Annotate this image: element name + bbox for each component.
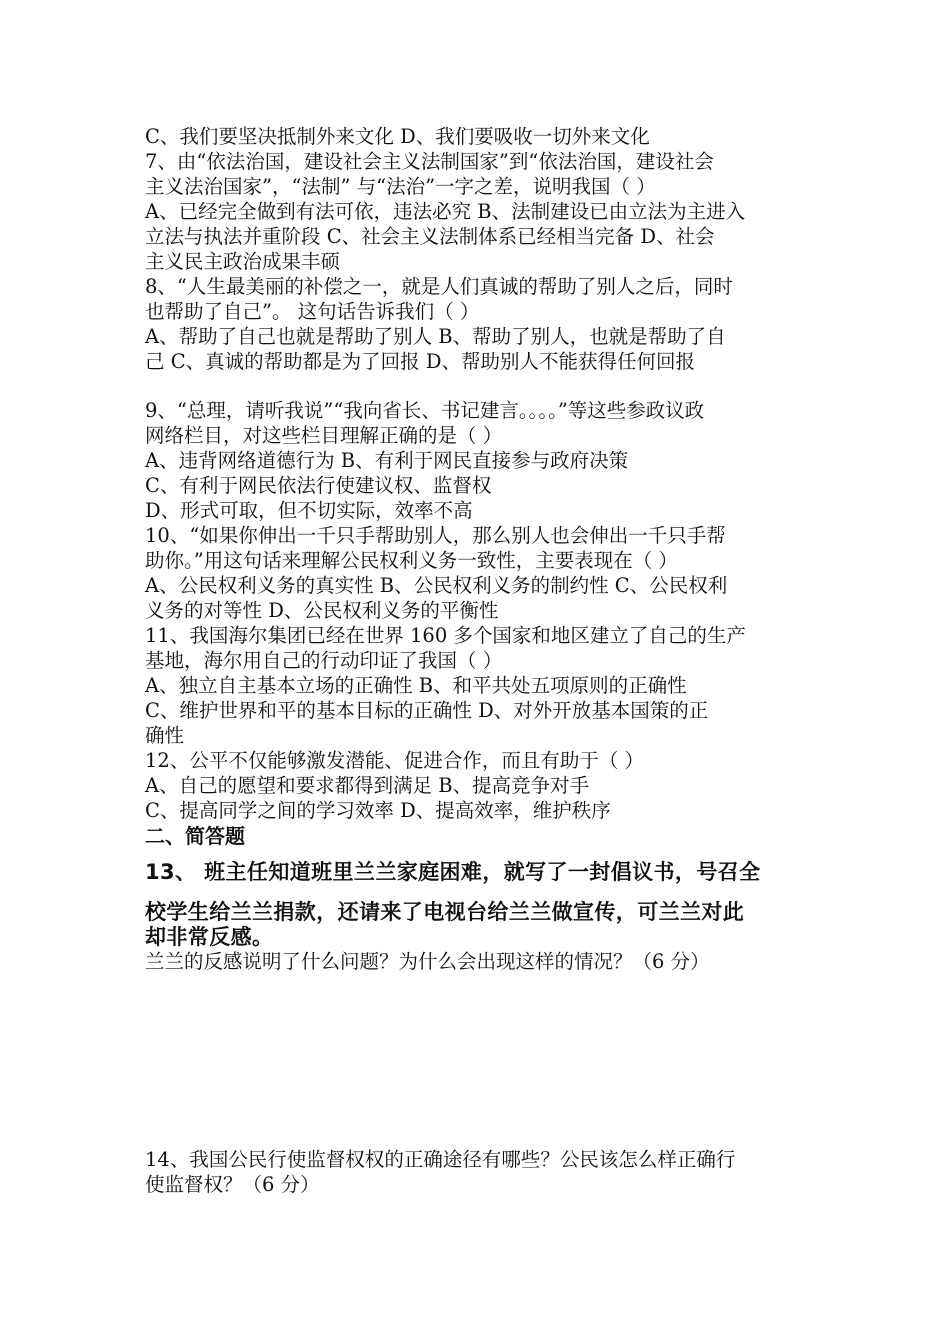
q10-stem-line-1: 10、“如果你伸出一千只手帮助别人，那么别人也会伸出一千只手帮	[145, 524, 726, 547]
q7-options-line-3: 主义民主政治成果丰硕	[145, 250, 341, 273]
q13-stem-line-1: 13、 班主任知道班里兰兰家庭困难，就写了一封倡议书，号召全	[145, 860, 761, 884]
q10-options-line-2: 义务的对等性 D、公民权利义务的平衡性	[145, 599, 499, 622]
q12-options-line-2: C、提高同学之间的学习效率 D、提高效率，维护秩序	[145, 799, 611, 822]
q8-options-line-1: A、帮助了自己也就是帮助了别人 B、帮助了别人，也就是帮助了自	[145, 325, 726, 348]
q9-option-c: C、有利于网民依法行使建议权、监督权	[145, 474, 492, 497]
q6-option-cd: C、我们要坚决抵制外来文化 D、我们要吸收一切外来文化	[145, 125, 650, 148]
q11-stem-line-1: 11、我国海尔集团已经在世界 160 多个国家和地区建立了自己的生产	[145, 624, 746, 647]
q10-options-line-1: A、公民权利义务的真实性 B、公民权利义务的制约性 C、公民权利	[145, 574, 728, 597]
q9-stem-line-1: 9、“总理，请听我说”“我向省长、书记建言。。。。”等这些参政议政	[145, 399, 705, 422]
q14-stem-line-1: 14、我国公民行使监督权权的正确途径有哪些？公民该怎么样正确行	[145, 1148, 736, 1171]
q8-options-line-2: 己 C、真诚的帮助都是为了回报 D、帮助别人不能获得任何回报	[145, 350, 695, 373]
q12-options-line-1: A、自己的愿望和要求都得到满足 B、提高竞争对手	[145, 774, 590, 797]
q9-stem-line-2: 网络栏目，对这些栏目理解正确的是（ ）	[145, 424, 503, 447]
q8-stem-line-1: 8、“人生最美丽的补偿之一，就是人们真诚的帮助了别人之后，同时	[145, 275, 733, 298]
q12-stem: 12、公平不仅能够激发潜能、促进合作，而且有助于（ ）	[145, 749, 645, 772]
q7-options-line-2: 立法与执法并重阶段 C、社会主义法制体系已经相当完备 D、社会	[145, 225, 715, 248]
q9-option-ab: A、违背网络道德行为 B、有利于网民直接参与政府决策	[145, 449, 629, 472]
section-title: 二、简答题	[145, 824, 245, 848]
q8-stem-line-2: 也帮助了自己”。 这句话告诉我们（ ）	[145, 300, 480, 323]
q13-prompt: 兰兰的反感说明了什么问题？为什么会出现这样的情况？（6 分）	[145, 950, 710, 973]
q13-stem-line-2: 校学生给兰兰捐款，还请来了电视台给兰兰做宣传，可兰兰对此	[145, 900, 745, 924]
q11-options-line-3: 确性	[145, 724, 185, 747]
q11-stem-line-2: 基地，海尔用自己的行动印证了我国（ ）	[145, 649, 503, 672]
q10-stem-line-2: 助你。”用这句话来理解公民权利义务一致性，主要表现在（ ）	[145, 549, 678, 572]
q14-stem-line-2: 使监督权？（6 分）	[145, 1173, 320, 1196]
q7-stem-line-2: 主义法治国家”，“法制” 与“法治”一字之差，说明我国（ ）	[145, 175, 656, 198]
q7-stem-line-1: 7、由“依法治国，建设社会主义法制国家”到“依法治国，建设社会	[145, 150, 714, 173]
q7-options-line-1: A、已经完全做到有法可依，违法必究 B、法制建设已由立法为主进入	[145, 200, 746, 223]
q9-option-d: D、形式可取，但不切实际，效率不高	[145, 499, 473, 522]
q13-stem-line-3: 却非常反感。	[145, 925, 274, 949]
q11-options-line-2: C、维护世界和平的基本目标的正确性 D、对外开放基本国策的正	[145, 699, 709, 722]
q11-options-line-1: A、独立自主基本立场的正确性 B、和平共处五项原则的正确性	[145, 674, 687, 697]
